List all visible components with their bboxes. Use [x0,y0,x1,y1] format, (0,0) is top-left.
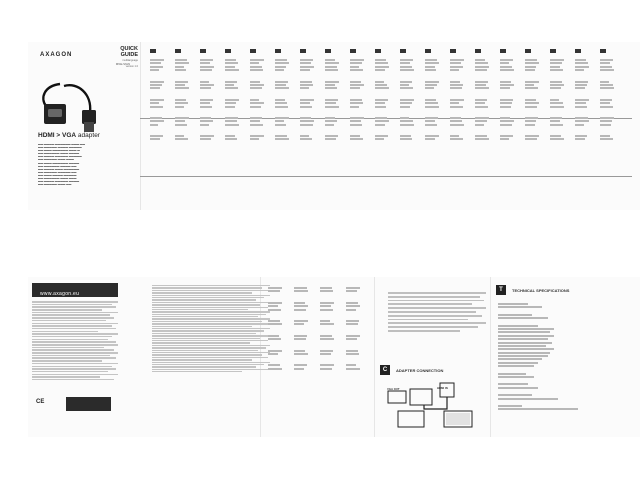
brand-footer-logo [66,397,111,411]
adapter-connection-title: ADAPTER CONNECTION [396,368,444,373]
language-column [525,49,541,142]
language-column [294,287,310,371]
language-column [425,49,441,142]
language-column [300,49,316,142]
ce-mark: CE [36,399,45,405]
language-column [225,49,241,142]
specification-list [498,303,628,412]
language-column [450,49,466,142]
asian-language-text-block [388,292,488,334]
language-column [375,49,391,142]
quick-guide-back [28,277,640,437]
quick-guide-front [28,42,640,210]
language-column [275,49,291,142]
technical-specifications-title: TECHNICAL SPECIFICATIONS [512,288,570,293]
language-column [346,287,362,371]
language-column [268,287,284,371]
connection-diagram-icon [384,377,484,431]
section-divider [140,176,632,177]
guide-subtitle: multilanguage [122,59,138,62]
brand-logo: AXAGON [40,52,73,58]
website-url: www.axagon.eu [40,291,80,297]
spec-section-icon: T [496,285,506,295]
vga-out-label: VGA OUT [387,387,400,391]
language-column [500,49,516,142]
language-list: ▬▬ ▬▬▬▬ ▬▬▬▬▬▬ ▬▬▬ ▬▬ ▬▬ ▬▬▬▬▬ ▬▬▬▬ ▬▬▬▬▬ ▬▬ ▬▬▬ ▬▬▬▬▬▬ ▬▬▬ ▬ ▬▬ ▬▬▬▬▬▬ ▬▬▬ ▬▬▬▬ ▬▬ ▬▬▬▬ ▬▬▬▬▬ ▬▬▬▬▬ ▬▬ ▬▬▬▬▬ ▬▬▬ ▬▬▬ ▬▬ ▬▬▬ ▬▬▬▬▬▬ ▬▬▬▬ ▬▬ ▬▬▬▬▬▬ ▬▬▬▬ ▬▬ ▬▬ ▬▬▬▬ ▬▬▬ ▬▬▬▬▬▬ ▬▬ ▬▬▬▬▬ ▬▬▬▬▬ ▬▬ ▬▬ ▬▬▬ ▬▬▬▬ ▬▬▬▬▬ ▬▬ ▬▬▬▬▬▬ ▬▬▬ ▬▬▬ ▬▬ ▬▬▬▬ ▬▬▬▬▬ ▬▬▬▬ ▬▬ ▬▬▬▬▬ ▬▬▬ ▬▬ [38,143,85,187]
hdmi-in-label: HDMI IN [437,386,448,390]
language-column [325,49,341,142]
guide-title: QUICK GUIDE multilanguage version 1.0 [103,46,138,70]
language-column [550,49,566,142]
support-text-block [32,301,120,382]
language-column [575,49,591,142]
language-column [150,49,166,142]
language-column [320,287,336,371]
language-column [350,49,366,142]
language-column [400,49,416,142]
language-column [250,49,266,142]
language-column [175,49,191,142]
language-column [600,49,616,142]
guide-version: version 1.0 [125,65,138,68]
warranty-text-block [152,285,274,373]
language-column [200,49,216,142]
language-column [475,49,491,142]
product-name: HDMI > VGA adapter [38,132,100,139]
model-number: RVH-VGN [116,62,130,66]
connection-section-icon: C [380,365,390,375]
